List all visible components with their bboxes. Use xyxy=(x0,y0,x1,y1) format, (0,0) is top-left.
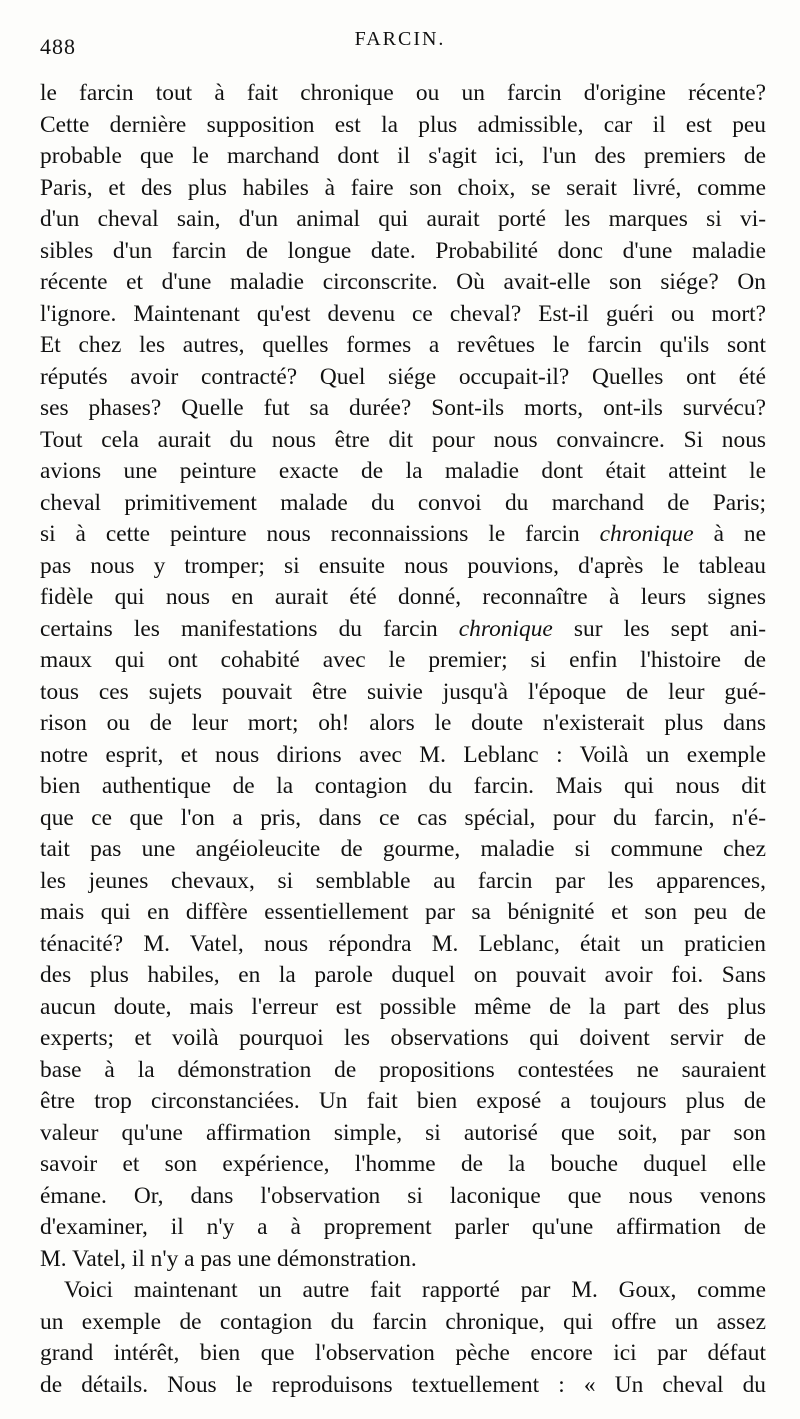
running-head xyxy=(40,28,760,68)
chapter-title: FARCIN. xyxy=(354,28,446,50)
text-line: valeur qu'une affirmation simple, si autorisé que soit, par son xyxy=(40,1119,766,1146)
text-line xyxy=(40,614,766,646)
text-line: Voici maintenant un autre fait rapporté par M. Goux, comme xyxy=(64,1277,766,1303)
text-line: pas nous y tromper; si ensuite nous pouvions, d'après le tableau xyxy=(40,552,766,579)
text-line: grand intérêt, bien que l'observation pèche encore ici par défaut xyxy=(40,1340,766,1366)
text-segment: certains les manifestations du farcin xyxy=(40,615,459,642)
text-line: base à la démonstration de propositions contestées ne sauraient xyxy=(40,1056,766,1083)
text-line: des plus habiles, en la parole duquel on pouvait avoir foi. Sans xyxy=(40,962,766,988)
text-segment: sur les sept ani- xyxy=(552,615,766,642)
italic-term: chronique xyxy=(458,615,553,642)
text-line: savoir et son expérience, l'homme de la bouche duquel elle xyxy=(40,1151,766,1177)
text-line: maux qui ont cohabité avec le premier; si enfin l'histoire de xyxy=(40,647,766,673)
text-line: notre esprit, et nous dirions avec M. Leblanc : Voilà un exemple xyxy=(40,741,766,768)
text-line: aucun doute, mais l'erreur est possible même de la part des plus xyxy=(40,993,766,1020)
text-segment: si à cette peinture nous reconnaissions le farcin xyxy=(40,521,600,547)
text-line: sibles d'un farcin de longue date. Probabilité donc d'une maladie xyxy=(40,237,766,264)
text-line: Paris, et des plus habiles à faire son choix, se serait livré, comme xyxy=(40,174,766,201)
text-line: d'un cheval sain, d'un animal qui aurait porté les marques si vi- xyxy=(40,206,766,232)
text-line: Et chez les autres, quelles formes a revêtues le farcin qu'ils sont xyxy=(40,332,766,358)
page-number: 488 xyxy=(40,34,76,59)
text-line: probable que le marchand dont il s'agit ici, l'un des premiers de xyxy=(40,143,766,169)
text-line: fidèle qui nous en aurait été donné, reconnaître à leurs signes xyxy=(40,584,766,610)
text-line: tous ces sujets pouvait être suivie jusqu'à l'époque de leur gué- xyxy=(40,678,766,705)
text-line: ténacité? M. Vatel, nous répondra M. Leblanc, était un praticien xyxy=(40,930,766,957)
text-line: ses phases? Quelle fut sa durée? Sont-ils morts, ont-ils survécu? xyxy=(40,395,766,421)
text-line: le farcin tout à fait chronique ou un farcin d'origine récente? xyxy=(40,80,766,106)
text-line: être trop circonstanciées. Un fait bien exposé a toujours plus de xyxy=(40,1088,766,1114)
text-line: l'ignore. Maintenant qu'est devenu ce cheval? Est-il guéri ou mort? xyxy=(40,300,766,327)
text-line: tait pas une angéioleucite de gourme, maladie si commune chez xyxy=(40,836,766,862)
text-line: émane. Or, dans l'observation si laconique que nous venons xyxy=(40,1182,766,1209)
text-line: avions une peinture exacte de la maladie dont était atteint le xyxy=(40,458,766,484)
text-segment: à ne xyxy=(693,521,766,547)
text-line: un exemple de contagion du farcin chronique, qui offre un assez xyxy=(40,1308,766,1335)
italic-term: chronique xyxy=(599,521,694,547)
text-line: que ce que l'on a pris, dans ce cas spécial, pour du farcin, n'é- xyxy=(40,804,766,831)
text-line: experts; et voilà pourquoi les observations qui doivent servir de xyxy=(40,1025,766,1051)
text-line: réputés avoir contracté? Quel siége occupait-il? Quelles ont été xyxy=(40,363,766,390)
text-line: d'examiner, il n'y a à proprement parler qu'une affirmation de xyxy=(40,1214,766,1240)
text-line: récente et d'une maladie circonscrite. Où avait-elle son siége? On xyxy=(40,269,766,295)
text-line: mais qui en diffère essentiellement par sa bénignité et son peu de xyxy=(40,899,766,925)
text-line: rison ou de leur mort; oh! alors le doute n'existerait plus dans xyxy=(40,710,766,736)
text-line: de détails. Nous le reproduisons textuellement : « Un cheval du xyxy=(40,1371,766,1398)
text-line: cheval primitivement malade du convoi du marchand de Paris; xyxy=(40,489,766,516)
text-line: les jeunes chevaux, si semblable au farcin par les apparences, xyxy=(40,867,766,894)
text-line: Tout cela aurait du nous être dit pour nous convaincre. Si nous xyxy=(40,426,766,453)
text-line: Cette dernière supposition est la plus admissible, car il est peu xyxy=(40,111,766,138)
text-line: bien authentique de la contagion du farcin. Mais qui nous dit xyxy=(40,773,766,799)
body-text xyxy=(40,78,766,1401)
text-line xyxy=(40,519,766,551)
text-line: M. Vatel, il n'y a pas une démonstration. xyxy=(40,1245,417,1272)
